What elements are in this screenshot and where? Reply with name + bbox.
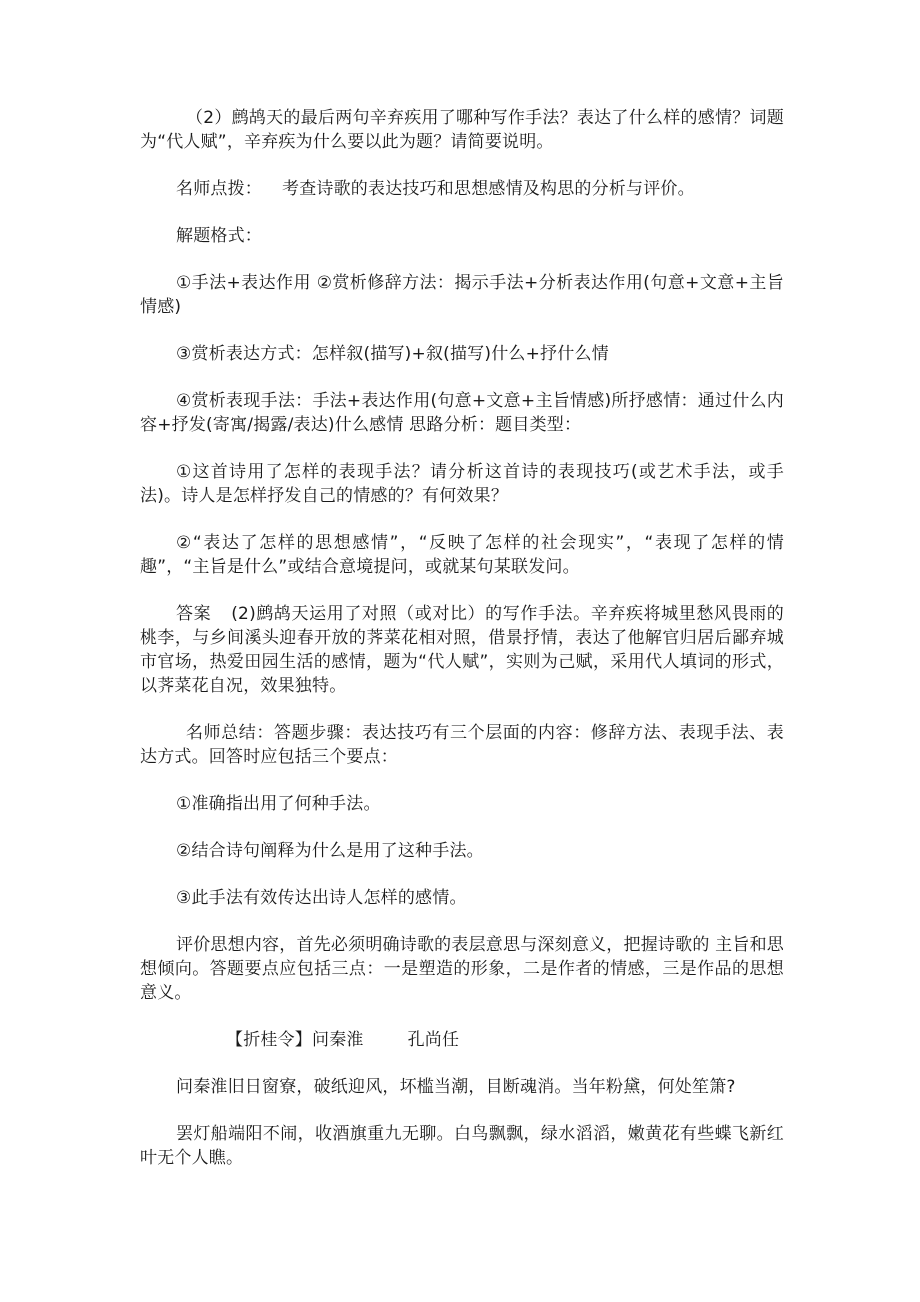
teacher-tip-text: 考查诗歌的表达技巧和思想感情及构思的分析与评价。: [282, 179, 695, 199]
poem-author: 孔尚任: [407, 1030, 460, 1050]
step-1: ①准确指出用了何种手法。: [176, 794, 381, 814]
teacher-summary: 名师总结：答题步骤：表达技巧有三个层面的内容：修辞方法、表现手法、表达方式。回答时应包括三个要点：: [140, 723, 784, 767]
document-body: [140, 106, 784, 1193]
poem-name: 【折桂令】问秦淮: [226, 1030, 364, 1050]
format-heading: 解题格式：: [176, 226, 262, 246]
teacher-tip-label: 名师点拨：: [176, 179, 262, 199]
format-item-3: ③赏析表达方式：怎样叙(描写)+叙(描写)什么+抒什么情: [176, 344, 609, 364]
answer-paragraph: [140, 602, 784, 698]
step-3: ③此手法有效传达出诗人怎样的感情。: [176, 888, 467, 908]
answer-label: 答案: [176, 604, 212, 624]
poem-line-2: 罢灯船端阳不闹，收酒旗重九无聊。白鸟飘飘，绿水滔滔，嫩黄花有些蝶飞新红叶无个人瞧。: [140, 1124, 784, 1168]
evaluation-paragraph: 评价思想内容，首先必须明确诗歌的表层意思与深刻意义，把握诗歌的 主旨和思想倾向。答题要点应包括三点：一是塑造的形象，二是作者的情感，三是作品的思想意义。: [140, 935, 784, 1003]
step-2: ②结合诗句阐释为什么是用了这种手法。: [176, 841, 484, 861]
answer-text: (2)鹧鸪天运用了对照（或对比）的写作手法。辛弃疾将城里愁风畏雨的桃李，与乡间溪头迎春开放的荠菜花相对照，借景抒情，表达了他解官归居后鄙弃城市官场，热爱田园生活的感情，题为“代人赋”，实则为己赋，采用代人填词的形式，以荠菜花自况，效果独特。: [140, 604, 784, 696]
question-paragraph: （2）鹧鸪天的最后两句辛弃疾用了哪种写作手法？表达了什么样的感情？词题为“代人赋”，辛弃疾为什么要以此为题？请简要说明。: [140, 108, 784, 152]
question-type-2: ②“表达了怎样的思想感情”，“反映了怎样的社会现实”，“表现了怎样的情趣”，“主旨是什么”或结合意境提问，或就某句某联发问。: [140, 533, 784, 577]
format-item-4: ④赏析表现手法：手法+表达作用(句意+文意+主旨情感)所抒感情：通过什么内容+抒发(寄寓/揭露/表达)什么感情 思路分析：题目类型：: [140, 391, 784, 435]
teacher-tip-paragraph: [140, 177, 784, 201]
question-type-1: ①这首诗用了怎样的表现手法？请分析这首诗的表现技巧(或艺术手法，或手法)。诗人是怎样抒发自己的情感的？有何效果？: [140, 462, 784, 506]
poem-title: [140, 1028, 784, 1052]
format-item-1-2: ①手法+表达作用 ②赏析修辞方法：揭示手法+分析表达作用(句意+文意+主旨情感): [140, 273, 784, 317]
poem-line-1: 问秦淮旧日窗寮，破纸迎风，坏槛当潮，目断魂消。当年粉黛，何处笙箫?: [176, 1077, 736, 1097]
